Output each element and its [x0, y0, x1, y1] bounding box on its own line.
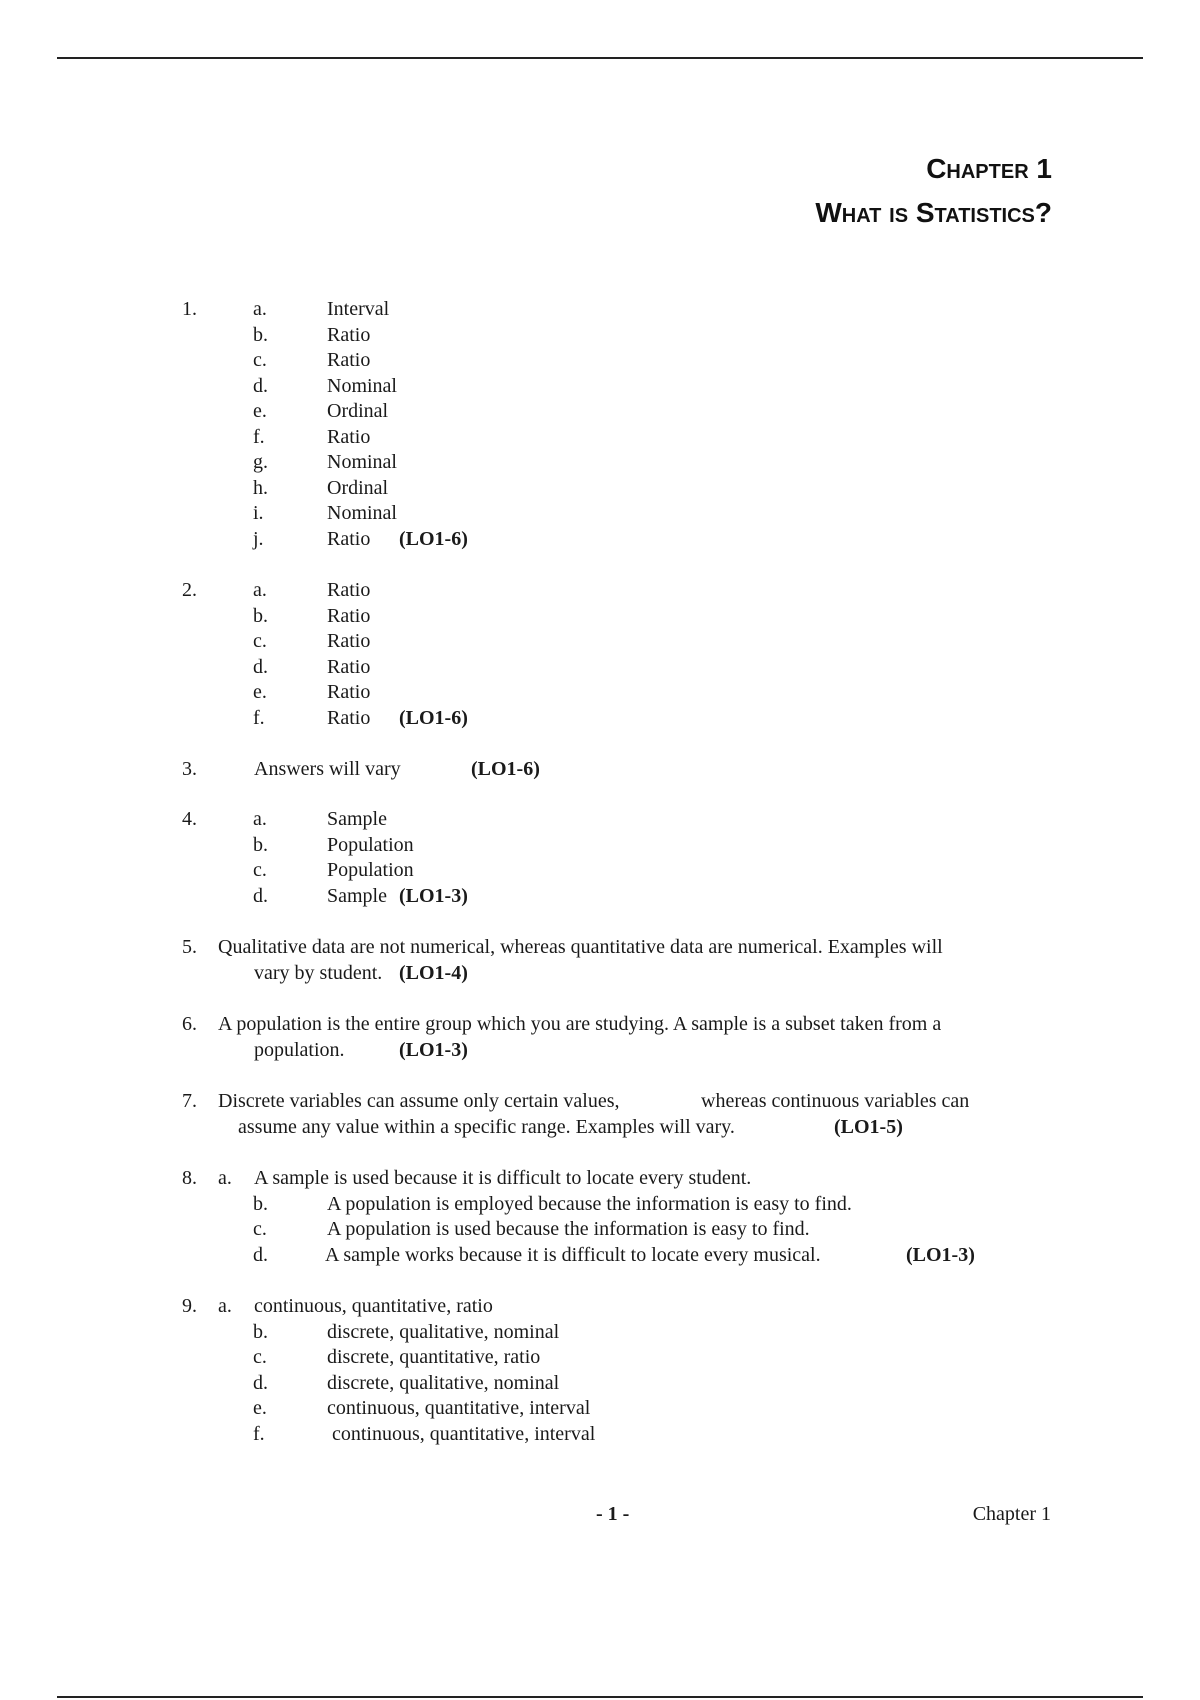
item-answer: A population is used because the information is easy to find. [327, 1218, 810, 1240]
item-answer: discrete, qualitative, nominal [327, 1321, 560, 1343]
item-answer: Ratio [327, 605, 371, 627]
item-answer: Nominal [327, 375, 397, 397]
answer-text: Answers will vary [254, 758, 401, 780]
item-answer: Sample [327, 808, 387, 830]
item-letter: d. [253, 1244, 268, 1266]
item-answer: continuous, quantitative, interval [327, 1397, 591, 1419]
question-number: 4. [182, 808, 197, 830]
item-letter: a. [218, 1167, 232, 1189]
item-answer: Ratio [327, 426, 371, 448]
question-number: 9. [182, 1295, 197, 1317]
question-number: 6. [182, 1013, 197, 1035]
learning-objective: (LO1-6) [471, 758, 540, 780]
page-number: - 1 - [596, 1503, 630, 1525]
item-answer: Interval [327, 298, 390, 320]
item-answer: discrete, quantitative, ratio [327, 1346, 541, 1368]
item-letter: b. [253, 605, 268, 627]
question-number: 5. [182, 936, 197, 958]
learning-objective: (LO1-3) [399, 1039, 468, 1061]
answer-line: assume any value within a specific range. Examples will vary. [238, 1116, 735, 1138]
item-letter: e. [253, 400, 267, 422]
item-answer: Population [327, 834, 414, 856]
item-letter: c. [253, 630, 267, 652]
item-letter: d. [253, 1372, 268, 1394]
learning-objective: (LO1-4) [399, 962, 468, 984]
chapter-title: What is Statistics? [815, 197, 1052, 228]
item-answer: Ratio [327, 681, 371, 703]
item-letter: h. [253, 477, 268, 499]
item-letter: a. [253, 808, 267, 830]
item-letter: a. [218, 1295, 232, 1317]
item-answer: continuous, quantitative, interval [332, 1423, 596, 1445]
item-answer: Ratio [327, 579, 371, 601]
item-letter: i. [253, 502, 264, 524]
item-letter: d. [253, 656, 268, 678]
item-answer: Ratio [327, 528, 371, 550]
item-answer: discrete, qualitative, nominal [327, 1372, 560, 1394]
item-answer: A sample is used because it is difficult to locate every student. [254, 1167, 752, 1189]
item-letter: j. [253, 528, 264, 550]
bottom-rule [57, 1696, 1143, 1698]
item-answer: continuous, quantitative, ratio [254, 1295, 493, 1317]
question-number: 7. [182, 1090, 197, 1112]
item-answer: Ratio [327, 324, 371, 346]
item-letter: b. [253, 1193, 268, 1215]
learning-objective: (LO1-3) [399, 885, 468, 907]
item-letter: d. [253, 885, 268, 907]
item-letter: b. [253, 324, 268, 346]
item-answer: Ratio [327, 630, 371, 652]
item-letter: f. [253, 426, 265, 448]
item-letter: e. [253, 1397, 267, 1419]
item-answer: A sample works because it is difficult to locate every musical. [325, 1244, 821, 1266]
item-answer: Ratio [327, 349, 371, 371]
answer-line: A population is the entire group which you are studying. A sample is a subset taken from a [218, 1013, 942, 1035]
question-number: 2. [182, 579, 197, 601]
item-letter: f. [253, 707, 265, 729]
item-answer: Nominal [327, 451, 397, 473]
item-letter: a. [253, 298, 267, 320]
question-number: 1. [182, 298, 197, 320]
item-answer: Sample [327, 885, 387, 907]
learning-objective: (LO1-6) [399, 707, 468, 729]
question-number: 8. [182, 1167, 197, 1189]
answer-line: vary by student. [254, 962, 383, 984]
item-answer: Ordinal [327, 400, 389, 422]
answer-line: population. [254, 1039, 345, 1061]
item-letter: c. [253, 1218, 267, 1240]
item-letter: f. [253, 1423, 265, 1445]
learning-objective: (LO1-5) [834, 1116, 903, 1138]
item-answer: A population is employed because the information is easy to find. [327, 1193, 852, 1215]
item-letter: c. [253, 859, 267, 881]
item-letter: e. [253, 681, 267, 703]
item-answer: Ordinal [327, 477, 389, 499]
answer-line: Qualitative data are not numerical, whereas quantitative data are numerical. Examples will [218, 936, 943, 958]
item-answer: Ratio [327, 707, 371, 729]
item-letter: c. [253, 349, 267, 371]
item-letter: g. [253, 451, 268, 473]
item-letter: b. [253, 834, 268, 856]
learning-objective: (LO1-3) [906, 1244, 975, 1266]
item-answer: Population [327, 859, 414, 881]
learning-objective: (LO1-6) [399, 528, 468, 550]
answer-line: Discrete variables can assume only certain values, [218, 1090, 620, 1112]
item-letter: c. [253, 1346, 267, 1368]
item-answer: Ratio [327, 656, 371, 678]
item-letter: b. [253, 1321, 268, 1343]
answer-line: whereas continuous variables can [701, 1090, 970, 1112]
question-number: 3. [182, 758, 197, 780]
item-letter: d. [253, 375, 268, 397]
item-letter: a. [253, 579, 267, 601]
chapter-number: Chapter 1 [926, 153, 1052, 184]
footer-chapter-label: Chapter 1 [972, 1503, 1051, 1525]
item-answer: Nominal [327, 502, 397, 524]
